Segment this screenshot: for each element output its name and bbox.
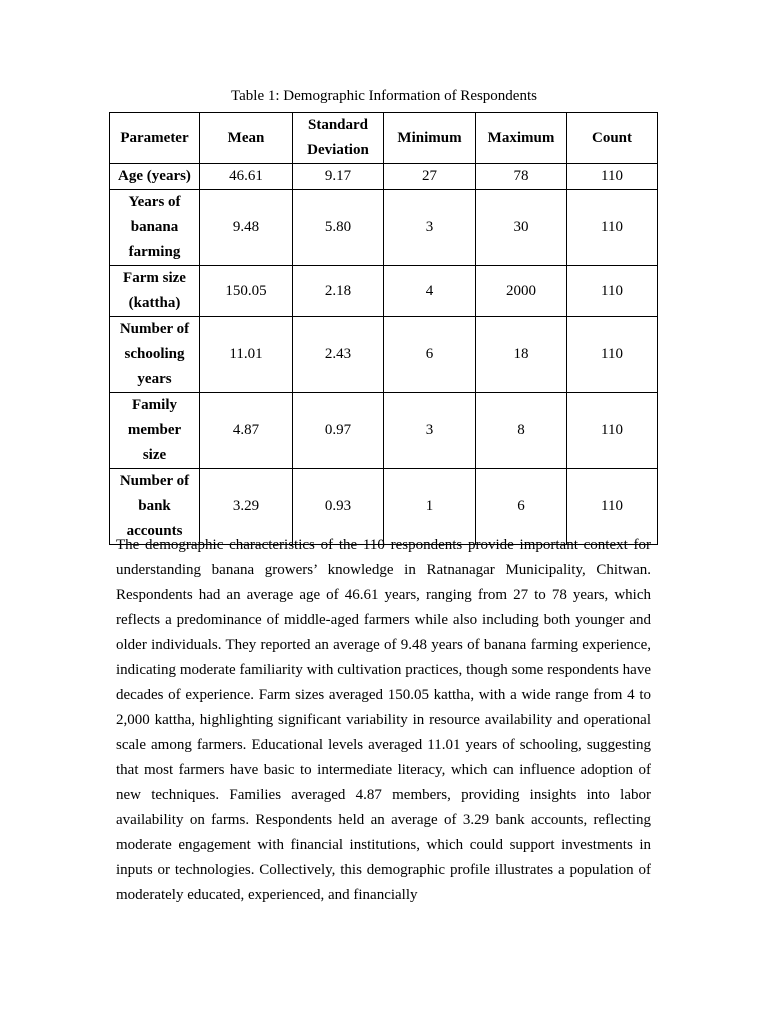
table-header-row [110, 113, 658, 164]
parameter-line: size [142, 447, 167, 463]
row-count: 110 [567, 266, 658, 317]
row-parameter [110, 190, 200, 266]
row-std-dev: 2.43 [293, 317, 384, 393]
body-paragraph: The demographic characteristics of the 110 respondents provide important context for understanding banana growers’ knowledge in Ratnanagar Municipality, Chitwan. Respondents had an average age of 46.61 years, ranging from 27 to 78 years, which reflects a predominance of middle-aged farmers while also including both younger and older individuals. They reported an average of 9.48 years of banana farming experience, indicating moderate familiarity with cultivation practices, though some respondents have decades of experience. Farm sizes averaged 150.05 kattha, with a wide range from 4 to 2,000 kattha, highlighting significant variability in resource availability and operational scale among farmers. Educational levels averaged 11.01 years of schooling, suggesting that most farmers have basic to intermediate literacy, which can influence adoption of new techniques. Families averaged 4.87 members, providing insights into labor availability on farms. Respondents held an average of 3.29 bank accounts, reflecting moderate engagement with financial institutions, which could support investments in inputs or technologies. Collectively, this demographic profile illustrates a population of moderately educated, experienced, and financially [116, 537, 651, 903]
header-parameter: Parameter [110, 113, 200, 164]
header-standard-deviation [293, 113, 384, 164]
parameter-line: Years of [128, 194, 181, 210]
row-std-dev: 0.93 [293, 469, 384, 545]
row-mean: 3.29 [200, 469, 293, 545]
table-row [110, 190, 658, 266]
row-parameter [110, 393, 200, 469]
row-mean: 150.05 [200, 266, 293, 317]
parameter-line: Number of [119, 321, 190, 337]
row-std-dev: 0.97 [293, 393, 384, 469]
row-mean: 9.48 [200, 190, 293, 266]
row-count: 110 [567, 469, 658, 545]
row-parameter [110, 266, 200, 317]
row-maximum: 18 [476, 317, 567, 393]
row-mean: 4.87 [200, 393, 293, 469]
row-mean: 46.61 [200, 164, 293, 190]
row-std-dev: 2.18 [293, 266, 384, 317]
row-maximum: 78 [476, 164, 567, 190]
header-std-line2: Deviation [307, 142, 369, 158]
parameter-line: accounts [126, 523, 183, 539]
row-minimum: 3 [384, 393, 476, 469]
parameter-line: Number of [119, 473, 190, 489]
parameter-line: banana [130, 219, 179, 235]
header-mean: Mean [200, 113, 293, 164]
row-minimum: 6 [384, 317, 476, 393]
row-minimum: 3 [384, 190, 476, 266]
demographic-table [109, 112, 658, 545]
parameter-line: (kattha) [128, 295, 181, 311]
header-maximum: Maximum [476, 113, 567, 164]
row-minimum: 27 [384, 164, 476, 190]
table-row [110, 317, 658, 393]
row-count: 110 [567, 190, 658, 266]
parameter-line: bank [138, 498, 171, 514]
parameter-line: member [127, 422, 182, 438]
header-std-line1: Standard [307, 117, 369, 133]
parameter-line: farming [128, 244, 181, 260]
header-count: Count [567, 113, 658, 164]
parameter-line: years [137, 371, 172, 387]
row-parameter [110, 317, 200, 393]
row-count: 110 [567, 164, 658, 190]
row-maximum: 2000 [476, 266, 567, 317]
row-parameter [110, 164, 200, 190]
row-minimum: 4 [384, 266, 476, 317]
row-maximum: 30 [476, 190, 567, 266]
row-count: 110 [567, 317, 658, 393]
table-row [110, 266, 658, 317]
row-std-dev: 5.80 [293, 190, 384, 266]
table-row [110, 164, 658, 190]
row-count: 110 [567, 393, 658, 469]
header-minimum: Minimum [384, 113, 476, 164]
parameter-line: Family [132, 397, 177, 413]
parameter-line: Farm size [123, 270, 186, 286]
row-minimum: 1 [384, 469, 476, 545]
row-maximum: 8 [476, 393, 567, 469]
parameter-line: Age (years) [118, 168, 191, 184]
row-std-dev: 9.17 [293, 164, 384, 190]
parameter-line: schooling [124, 346, 185, 362]
table-caption: Table 1: Demographic Information of Respondents [231, 88, 537, 104]
table-row [110, 393, 658, 469]
row-mean: 11.01 [200, 317, 293, 393]
row-maximum: 6 [476, 469, 567, 545]
